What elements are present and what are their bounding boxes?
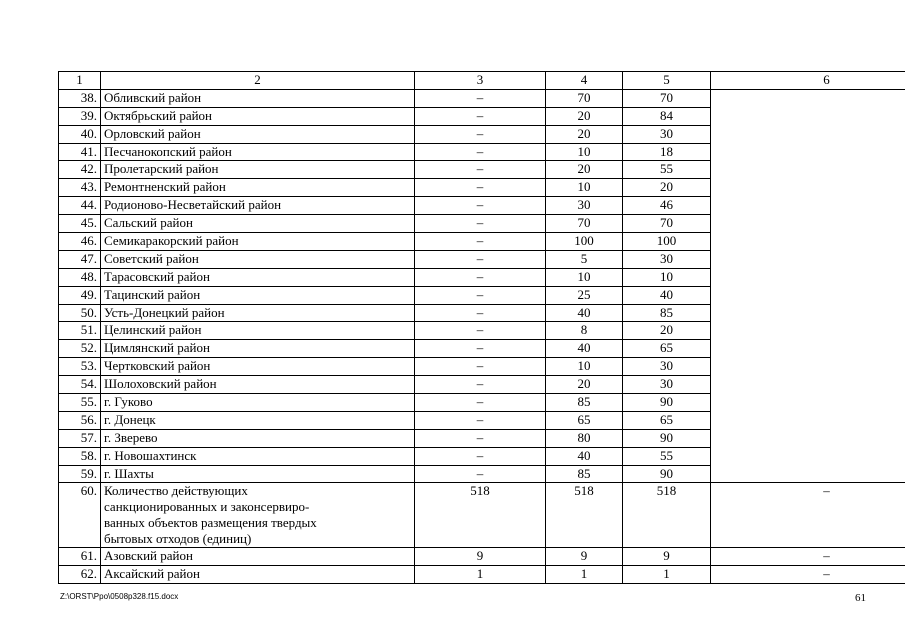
footer-page-number: 61 xyxy=(855,592,866,604)
header-cell: 6 xyxy=(711,72,905,90)
row-name: г. Шахты xyxy=(101,465,415,483)
table-row xyxy=(59,548,905,566)
row-number: 43. xyxy=(59,179,101,197)
row-number: 46. xyxy=(59,233,101,251)
row-number: 61. xyxy=(59,548,101,566)
col5-value: 90 xyxy=(623,394,711,412)
row-number: 51. xyxy=(59,322,101,340)
col3-value: – xyxy=(415,411,546,429)
col4-value: 8 xyxy=(546,322,623,340)
col3-value: – xyxy=(415,322,546,340)
col4-value: 30 xyxy=(546,197,623,215)
row-name: Тарасовский район xyxy=(101,268,415,286)
row-number: 41. xyxy=(59,143,101,161)
row-name: Тацинский район xyxy=(101,286,415,304)
row-number: 50. xyxy=(59,304,101,322)
col5-value: 518 xyxy=(623,483,711,548)
row-number: 53. xyxy=(59,358,101,376)
col4-value: 85 xyxy=(546,394,623,412)
col5-value: 1 xyxy=(623,566,711,584)
col3-value: – xyxy=(415,447,546,465)
col6-merged-cell xyxy=(711,89,905,483)
col5-value: 30 xyxy=(623,358,711,376)
row-name: Октябрьский район xyxy=(101,107,415,125)
row-name: Советский район xyxy=(101,250,415,268)
row-name: Аксайский район xyxy=(101,566,415,584)
col5-value: 30 xyxy=(623,125,711,143)
row-number: 44. xyxy=(59,197,101,215)
col4-value: 25 xyxy=(546,286,623,304)
row-name-line: ванных объектов размещения твердых xyxy=(104,515,317,531)
row-number: 62. xyxy=(59,566,101,584)
col3-value: 9 xyxy=(415,548,546,566)
col4-value: 10 xyxy=(546,268,623,286)
col3-value: 1 xyxy=(415,566,546,584)
row-name: Ремонтненский район xyxy=(101,179,415,197)
row-number: 58. xyxy=(59,447,101,465)
col5-value: 70 xyxy=(623,89,711,107)
row-number: 54. xyxy=(59,376,101,394)
footer-file-path: Z:\ORST\Ppo\0508p328.f15.docx xyxy=(60,592,179,601)
col4-value: 1 xyxy=(546,566,623,584)
col4-value: 518 xyxy=(546,483,623,548)
col3-value: – xyxy=(415,268,546,286)
col6-value: – xyxy=(711,548,905,566)
header-cell: 1 xyxy=(59,72,101,90)
table-body xyxy=(59,89,905,583)
col4-value: 70 xyxy=(546,89,623,107)
row-name: Родионово-Несветайский район xyxy=(101,197,415,215)
col3-value: – xyxy=(415,340,546,358)
col5-value: 90 xyxy=(623,429,711,447)
col5-value: 20 xyxy=(623,179,711,197)
col4-value: 100 xyxy=(546,233,623,251)
header-cell: 3 xyxy=(415,72,546,90)
col4-value: 5 xyxy=(546,250,623,268)
header-row xyxy=(59,72,905,90)
table-row-60 xyxy=(59,483,905,548)
col6-value: – xyxy=(711,483,905,548)
col5-value: 46 xyxy=(623,197,711,215)
col3-value: – xyxy=(415,250,546,268)
col5-value: 40 xyxy=(623,286,711,304)
row-number: 45. xyxy=(59,215,101,233)
col3-value: – xyxy=(415,376,546,394)
row-number: 48. xyxy=(59,268,101,286)
row-number: 42. xyxy=(59,161,101,179)
row-name xyxy=(101,483,415,548)
row-name-line: Количество действующих xyxy=(104,483,248,499)
col3-value: – xyxy=(415,89,546,107)
col3-value: – xyxy=(415,143,546,161)
col5-value: 20 xyxy=(623,322,711,340)
col5-value: 18 xyxy=(623,143,711,161)
col3-value: – xyxy=(415,429,546,447)
row-name: Сальский район xyxy=(101,215,415,233)
col5-value: 9 xyxy=(623,548,711,566)
row-name: Пролетарский район xyxy=(101,161,415,179)
col5-value: 100 xyxy=(623,233,711,251)
col5-value: 65 xyxy=(623,411,711,429)
col4-value: 10 xyxy=(546,358,623,376)
col3-value: – xyxy=(415,465,546,483)
row-number: 40. xyxy=(59,125,101,143)
row-name: Усть-Донецкий район xyxy=(101,304,415,322)
col3-value: – xyxy=(415,179,546,197)
col4-value: 20 xyxy=(546,161,623,179)
col3-value: – xyxy=(415,304,546,322)
row-number: 38. xyxy=(59,89,101,107)
table-row xyxy=(59,89,905,107)
col4-value: 85 xyxy=(546,465,623,483)
row-name: Азовский район xyxy=(101,548,415,566)
row-name: Цимлянский район xyxy=(101,340,415,358)
row-name: Орловский район xyxy=(101,125,415,143)
header-cell: 4 xyxy=(546,72,623,90)
col3-value: – xyxy=(415,125,546,143)
row-number: 59. xyxy=(59,465,101,483)
row-name: Песчанокопский район xyxy=(101,143,415,161)
row-number: 57. xyxy=(59,429,101,447)
col4-value: 10 xyxy=(546,143,623,161)
row-number: 56. xyxy=(59,411,101,429)
row-number: 39. xyxy=(59,107,101,125)
col4-value: 70 xyxy=(546,215,623,233)
col6-value: – xyxy=(711,566,905,584)
col5-value: 85 xyxy=(623,304,711,322)
row-name: Целинский район xyxy=(101,322,415,340)
row-number: 55. xyxy=(59,394,101,412)
col5-value: 84 xyxy=(623,107,711,125)
row-number: 49. xyxy=(59,286,101,304)
row-name: г. Донецк xyxy=(101,411,415,429)
col3-value: – xyxy=(415,394,546,412)
col5-value: 30 xyxy=(623,250,711,268)
col3-value: – xyxy=(415,107,546,125)
row-number: 60. xyxy=(59,483,101,548)
col3-value: – xyxy=(415,197,546,215)
col5-value: 55 xyxy=(623,447,711,465)
col5-value: 65 xyxy=(623,340,711,358)
col4-value: 40 xyxy=(546,340,623,358)
row-name-line: санкционированных и законсервиро- xyxy=(104,499,310,515)
col3-value: – xyxy=(415,286,546,304)
col4-value: 65 xyxy=(546,411,623,429)
col5-value: 55 xyxy=(623,161,711,179)
header-cell: 2 xyxy=(101,72,415,90)
row-name: Семикаракорский район xyxy=(101,233,415,251)
row-number: 47. xyxy=(59,250,101,268)
col4-value: 9 xyxy=(546,548,623,566)
col4-value: 10 xyxy=(546,179,623,197)
row-name: г. Гуково xyxy=(101,394,415,412)
col5-value: 10 xyxy=(623,268,711,286)
col4-value: 40 xyxy=(546,447,623,465)
row-name: Обливский район xyxy=(101,89,415,107)
header-cell: 5 xyxy=(623,72,711,90)
row-number: 52. xyxy=(59,340,101,358)
col4-value: 20 xyxy=(546,376,623,394)
col3-value: – xyxy=(415,215,546,233)
col4-value: 80 xyxy=(546,429,623,447)
row-name-line: бытовых отходов (единиц) xyxy=(104,531,252,547)
row-name: Чертковский район xyxy=(101,358,415,376)
row-name: Шолоховский район xyxy=(101,376,415,394)
col4-value: 20 xyxy=(546,107,623,125)
col5-value: 70 xyxy=(623,215,711,233)
col3-value: – xyxy=(415,358,546,376)
col4-value: 40 xyxy=(546,304,623,322)
col3-value: – xyxy=(415,161,546,179)
row-name: г. Новошахтинск xyxy=(101,447,415,465)
col3-value: – xyxy=(415,233,546,251)
col5-value: 30 xyxy=(623,376,711,394)
data-table xyxy=(58,71,905,584)
col5-value: 90 xyxy=(623,465,711,483)
col4-value: 20 xyxy=(546,125,623,143)
row-name: г. Зверево xyxy=(101,429,415,447)
table-row xyxy=(59,566,905,584)
col3-value: 518 xyxy=(415,483,546,548)
